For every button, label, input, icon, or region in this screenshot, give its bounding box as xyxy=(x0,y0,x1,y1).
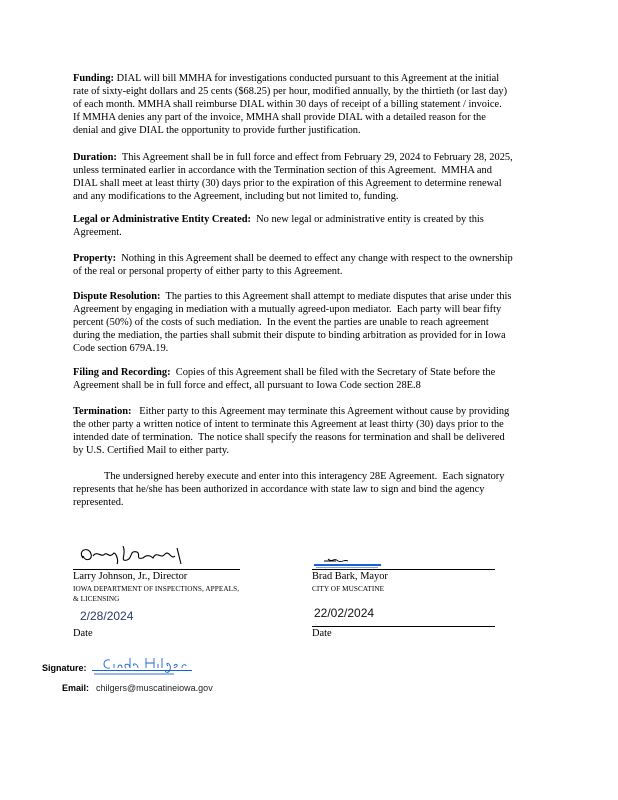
section-legal-entity xyxy=(73,213,553,239)
section-text: of the real or personal property of either party to this Agreement. xyxy=(73,266,343,277)
section-text: No new legal or administrative entity is created by this xyxy=(250,214,484,225)
right-date-line xyxy=(312,626,495,627)
section-heading: Legal or Administrative Entity Created: xyxy=(73,214,251,225)
section-execution-statement xyxy=(73,470,553,509)
signature-label: Signature: xyxy=(42,663,87,673)
section-dispute-resolution xyxy=(73,290,553,355)
section-text: during the mediation, the parties shall submit their dispute to binding arbitration as provided for in Iowa xyxy=(73,330,506,341)
section-line xyxy=(73,265,553,278)
section-text: Nothing in this Agreement shall be deemed to effect any change with respect to the ownership xyxy=(116,253,513,264)
section-heading: Dispute Resolution: xyxy=(73,291,161,302)
section-text: The parties to this Agreement shall attempt to mediate disputes that arise under this xyxy=(160,291,512,302)
section-line xyxy=(73,418,553,431)
section-property xyxy=(73,252,553,278)
section-line xyxy=(73,151,553,164)
section-line xyxy=(73,85,553,98)
section-text: the other party a written notice of intent to terminate this Agreement at least thirty (30) days prior to the xyxy=(73,419,504,430)
left-signatory-name: Larry Johnson, Jr., Director xyxy=(73,571,188,582)
brad-bark-signature xyxy=(314,555,384,569)
section-text: Either party to this Agreement may terminate this Agreement without cause by providing xyxy=(131,406,510,417)
section-line xyxy=(73,190,553,203)
section-line xyxy=(73,431,553,444)
left-date-label: Date xyxy=(73,628,93,639)
section-line xyxy=(73,124,553,137)
left-signatory-org: IOWA DEPARTMENT OF INSPECTIONS, APPEALS, xyxy=(73,585,240,593)
section-text: represented. xyxy=(73,497,124,508)
section-text: unless terminated earlier in accordance with the Termination section of this Agreement. MMHA and xyxy=(73,165,492,176)
left-signatory-org-cont: & LICENSING xyxy=(73,595,120,603)
right-signature-line xyxy=(312,569,495,570)
section-line xyxy=(73,177,553,190)
section-text: If MMHA denies any part of the invoice, MMHA shall provide DIAL with a detailed reason for the xyxy=(73,112,486,123)
section-line xyxy=(73,303,553,316)
section-text: Code section 679A.19. xyxy=(73,343,169,354)
left-date-value: 2/28/2024 xyxy=(80,609,134,623)
section-text: represents that he/she has been authorized in accordance with state law to sign and bind the agency xyxy=(73,484,485,495)
section-line xyxy=(73,98,553,111)
section-heading: Duration: xyxy=(73,152,117,163)
section-heading: Property: xyxy=(73,253,117,264)
larry-johnson-signature xyxy=(75,540,190,568)
section-line xyxy=(73,496,553,509)
section-funding xyxy=(73,72,553,137)
section-text: by U.S. Certified Mail to either party. xyxy=(73,445,230,456)
section-text: intended date of termination. The notice shall specify the reasons for termination and shall be delivered xyxy=(73,432,505,443)
section-line xyxy=(73,483,553,496)
section-line xyxy=(73,329,553,342)
section-termination xyxy=(73,405,553,457)
section-line xyxy=(73,290,553,303)
section-text: denial and give DIAL the opportunity to provide further justification. xyxy=(73,125,361,136)
right-date-label: Date xyxy=(312,628,332,639)
section-text: The undersigned hereby execute and enter into this interagency 28E Agreement. Each signatory xyxy=(73,471,505,482)
email-label: Email: xyxy=(62,683,90,693)
section-text: Agreement shall be in full force and effect, all pursuant to Iowa Code section 28E.8 xyxy=(73,380,421,391)
section-text: DIAL will bill MMHA for investigations conducted pursuant to this Agreement at the initial xyxy=(114,73,500,84)
section-text: Copies of this Agreement shall be filed with the Secretary of State before the xyxy=(170,367,496,378)
right-signatory-name: Brad Bark, Mayor xyxy=(312,571,388,582)
section-text: percent (50%) of the costs of such mediation. In the event the parties are unable to reach agreement xyxy=(73,317,489,328)
section-line xyxy=(73,470,553,483)
section-text: of each month. MMHA shall reimburse DIAL within 30 days of receipt of a billing statement / invoice. xyxy=(73,99,502,110)
email-value: chilgers@muscatineiowa.gov xyxy=(96,683,213,693)
section-line xyxy=(73,444,553,457)
section-text: rate of sixty-eight dollars and 25 cents ($68.25) per hour, modified annually, by the thirtieth (or last day) xyxy=(73,86,508,97)
section-filing-recording xyxy=(73,366,553,392)
section-line xyxy=(73,72,553,85)
section-heading: Filing and Recording: xyxy=(73,367,171,378)
section-line xyxy=(73,405,553,418)
section-heading: Funding: xyxy=(73,73,115,84)
left-signature-line xyxy=(73,569,240,570)
section-line xyxy=(73,213,553,226)
section-duration xyxy=(73,151,553,203)
section-line xyxy=(73,164,553,177)
section-text: Agreement by engaging in mediation with a mutually agreed-upon mediator. Each party will bear fifty xyxy=(73,304,502,315)
section-line xyxy=(73,379,553,392)
right-date-value: 22/02/2024 xyxy=(314,606,375,620)
section-line xyxy=(73,252,553,265)
right-signatory-org: CITY OF MUSCATINE xyxy=(312,585,385,593)
section-line xyxy=(73,342,553,355)
section-text: DIAL shall meet at least thirty (30) days prior to the expiration of this Agreement to determine renewal xyxy=(73,178,502,189)
section-text: This Agreement shall be in full force and effect from February 29, 2024 to February 28, 2025, xyxy=(116,152,513,163)
section-line xyxy=(73,111,553,124)
section-line xyxy=(73,226,553,239)
section-text: and any modifications to the Agreement, including but not limited to, funding. xyxy=(73,191,399,202)
section-line xyxy=(73,366,553,379)
section-heading: Termination: xyxy=(73,406,132,417)
cinda-hilgers-signature xyxy=(92,656,194,678)
section-text: Agreement. xyxy=(73,227,122,238)
section-line xyxy=(73,316,553,329)
